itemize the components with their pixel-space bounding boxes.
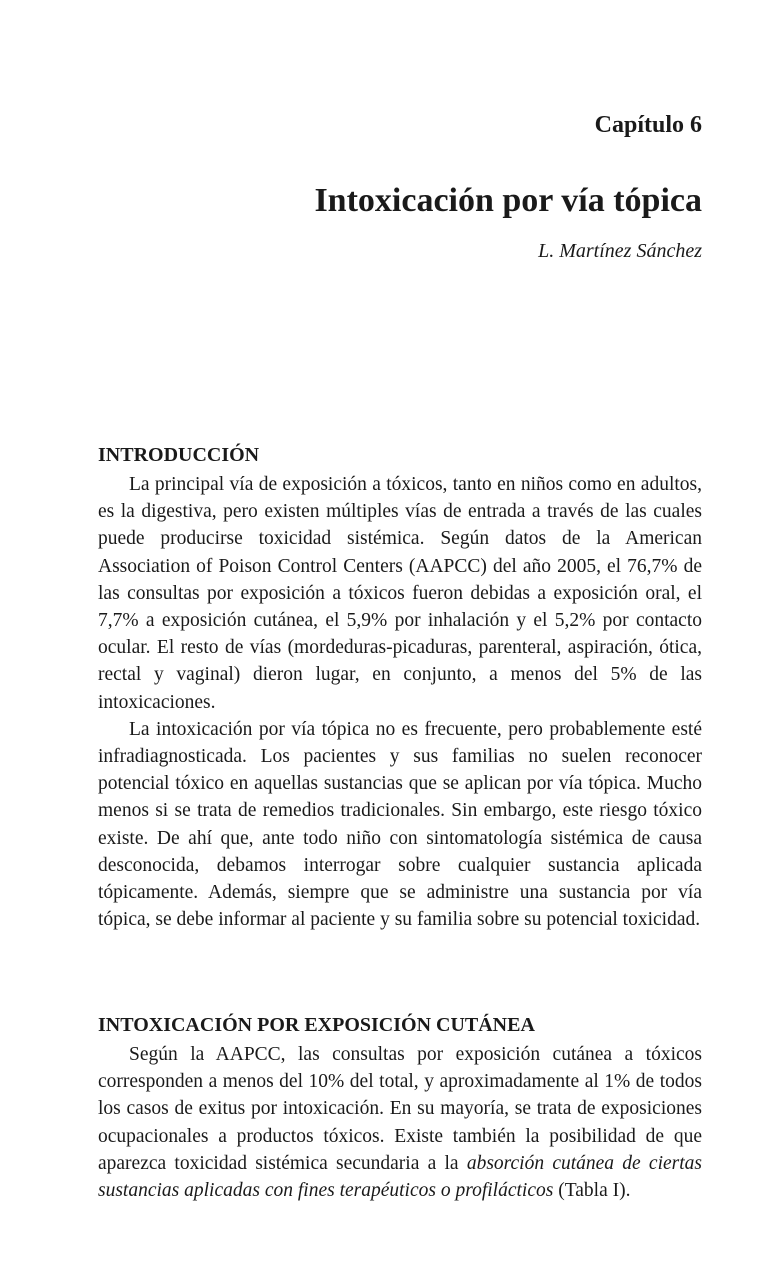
chapter-label: Capítulo 6 [594,112,702,138]
paragraph: La principal vía de exposición a tóxicos, tanto en niños como en adultos, es la digestiva, pero existen múltiples vías de entrada a través de las cuales puede producirse toxicidad sistémica. Según datos de la American Association of Poison Control Centers (AAPCC) del año 2005, el 76,7% de las consultas por exposición a tóxicos fueron debidas a exposición oral, el 7,7% a exposición cutánea, el 5,9% por inhalación y el 5,2% por contacto ocular. El resto de vías (mordeduras-picaduras, parenteral, aspiración, ótica, rectal y vaginal) dieron lugar, en conjunto, a menos del 5% de las intoxicaciones. [98,474,702,713]
section-introduccion [98,442,702,933]
paragraph-text: (Tabla I). [553,1180,631,1202]
paragraph-text: Según la AAPCC, las consultas por exposición cutánea a tóxicos corresponden a menos del 10% del total, y aproximadamente al 1% de todos los casos de exitus por intoxicación. En su mayoría, se trata de exposiciones ocupacionales a productos tóxicos. Existe también la posibilidad de que aparezca toxicidad sistémica secundaria a la [98,1044,702,1174]
paragraph: La intoxicación por vía tópica no es frecuente, pero probablemente esté infradiagnosticada. Los pacientes y sus familias no suelen reconocer potencial tóxico en aquellas sustancias que se aplican por vía tópica. Mucho menos si se trata de remedios tradicionales. Sin embargo, este riesgo tóxico existe. De ahí que, ante todo niño con sintomatología sistémica de causa desconocida, debamos interrogar sobre cualquier sustancia aplicada tópicamente. Además, siempre que se administre una sustancia por vía tópica, se debe informar al paciente y su familia sobre su potencial toxicidad. [98,718,702,931]
paragraph-italic-text: absorción cutánea de ciertas sustancias aplicadas con fines terapéuticos o profilácticos [98,1152,702,1202]
section-heading: INTRODUCCIÓN [98,444,260,466]
section-heading: INTOXICACIÓN POR EXPOSICIÓN CUTÁNEA [98,1014,535,1036]
author-name: L. Martínez Sánchez [538,240,702,262]
section-exposicion-cutanea [98,1012,702,1204]
chapter-title: Intoxicación por vía tópica [314,182,702,219]
paragraph [98,1041,702,1204]
